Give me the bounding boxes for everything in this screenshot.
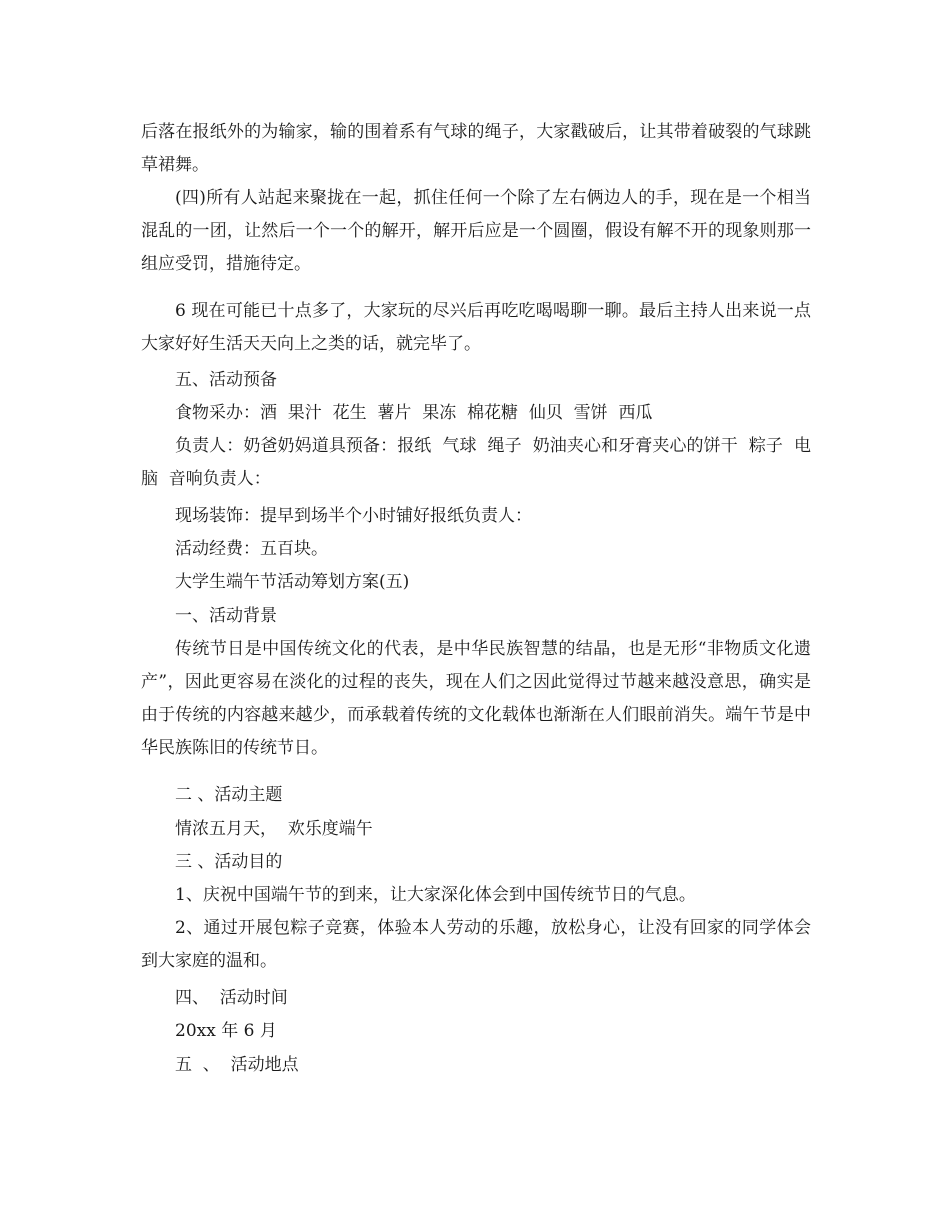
paragraph-background: 传统节日是中国传统文化的代表，是中华民族智慧的结晶，也是无形“非物质文化遗产”，因此更容易在淡化的过程的丧失，现在人们之因此觉得过节越来越没意思，确实是由于传统的内容越来越少，而承载着传统的文化载体也渐渐在人们眼前消失。端午节是中华民族陈旧的传统节日。 bbox=[141, 639, 811, 758]
paragraph-purpose-2: 2、通过开展包粽子竞赛，体验本人劳动的乐趣，放松身心，让没有回家的同学体会到大家庭的温和。 bbox=[141, 918, 811, 971]
section-heading-time: 四、 活动时间 bbox=[175, 988, 288, 1008]
paragraph-theme: 情浓五月天， 欢乐度端午 bbox=[175, 819, 373, 839]
paragraph-food: 食物采办：酒 果汁 花生 薯片 果冻 棉花糖 仙贝 雪饼 西瓜 bbox=[175, 403, 653, 423]
section-heading-location: 五 、 活动地点 bbox=[175, 1055, 299, 1075]
paragraph-purpose-1: 1、庆祝中国端午节的到来，让大家深化体会到中国传统节日的气息。 bbox=[175, 885, 696, 905]
section-heading-background: 一、活动背景 bbox=[175, 606, 277, 626]
paragraph-responsible: 负责人：奶爸奶妈道具预备：报纸 气球 绳子 奶油夹心和牙膏夹心的饼干 粽子 电脑 音响负责人： bbox=[141, 436, 811, 489]
section-heading-preparation: 五、活动预备 bbox=[175, 370, 277, 390]
plan-title: 大学生端午节活动筹划方案(五) bbox=[175, 572, 410, 592]
section-heading-purpose: 三 、活动目的 bbox=[175, 852, 283, 872]
paragraph-budget: 活动经费：五百块。 bbox=[175, 539, 328, 559]
paragraph-decoration: 现场装饰：提早到场半个小时铺好报纸负责人： bbox=[175, 506, 532, 526]
paragraph-2: (四)所有人站起来聚拢在一起，抓住任何一个除了左右俩边人的手，现在是一个相当混乱的一团，让然后一个一个的解开，解开后应是一个圆圈，假设有解不开的现象则那一组应受罚，措施待定。 bbox=[141, 188, 811, 274]
paragraph-3: 6 现在可能已十点多了，大家玩的尽兴后再吃吃喝喝聊一聊。最后主持人出来说一点大家好好生活天天向上之类的话，就完毕了。 bbox=[141, 301, 811, 354]
paragraph-1: 后落在报纸外的为输家，输的围着系有气球的绳子，大家戳破后，让其带着破裂的气球跳草裙舞。 bbox=[141, 122, 811, 175]
section-heading-theme: 二 、活动主题 bbox=[175, 785, 283, 805]
paragraph-time: 20xx 年 6 月 bbox=[175, 1021, 277, 1041]
